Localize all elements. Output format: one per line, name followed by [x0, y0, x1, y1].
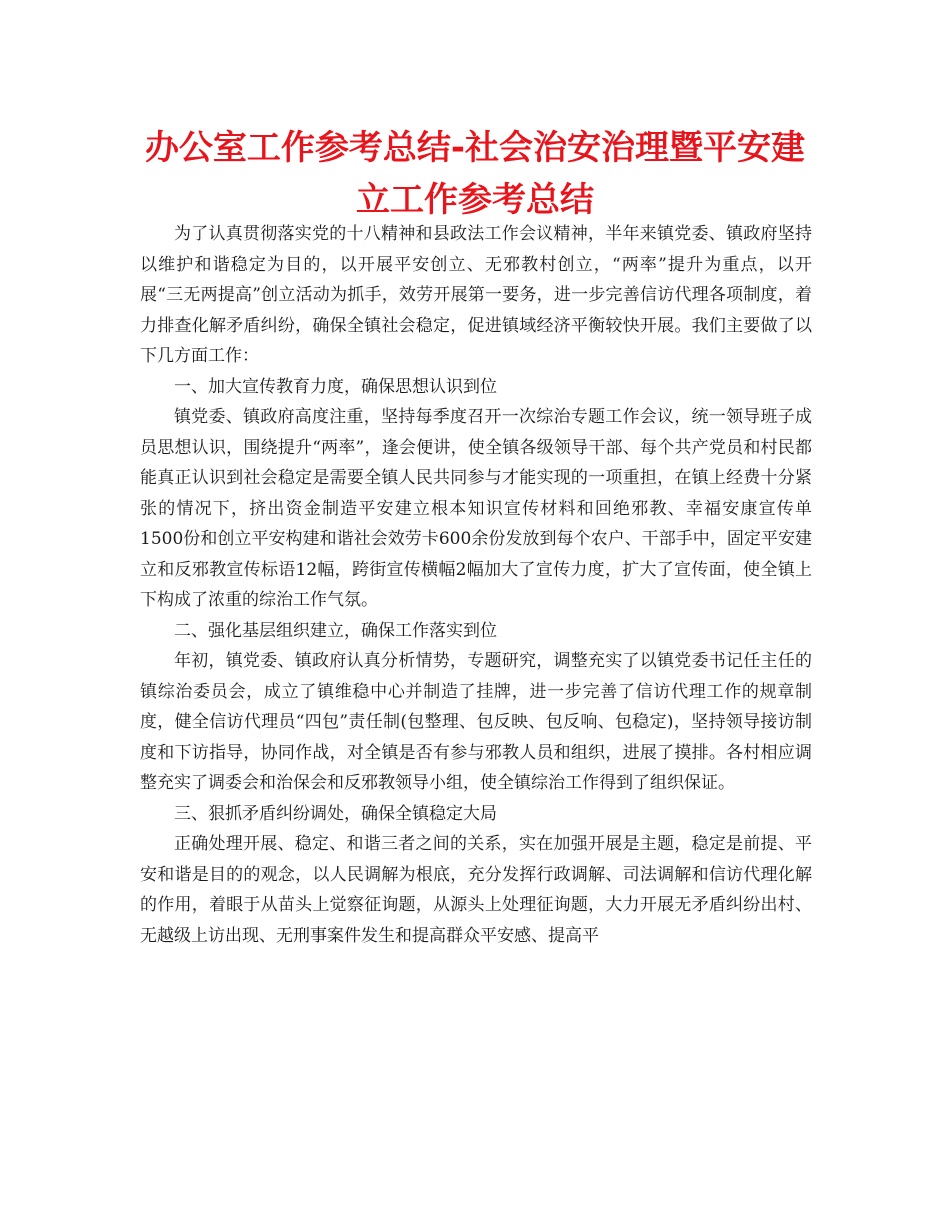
section-3-paragraph: 正确处理开展、稳定、和谐三者之间的关系，实在加强开展是主题，稳定是前提、平安和谐是目的的观念，以人民调解为根底，充分发挥行政调解、司法调解和信访代理化解的作用，着眼于从苗头上觉察征询题，从源头上处理征询题，大力开展无矛盾纠纷出村、无越级上访出现、无刑事案件发生和提高群众平安感、提高平 [140, 834, 812, 946]
section-heading-3: 三、狠抓矛盾纠纷调处，确保全镇稳定大局 [174, 803, 497, 824]
section-2-paragraph: 年初，镇党委、镇政府认真分析情势，专题研究，调整充实了以镇党委书记任主任的镇综治委员会，成立了镇维稳中心并制造了挂牌，进一步完善了信访代理工作的规章制度，健全信访代理员“四包”责任制(包整理、包反映、包反响、包稳定)，坚持领导接访制度和下访指导，协同作战，对全镇是否有参与邪教人员和组织，进展了摸排。各村相应调整充实了调委会和治保会和反邪教领导小组，使全镇综治工作得到了组织保证。 [140, 651, 812, 793]
intro-paragraph: 为了认真贯彻落实党的十八精神和县政法工作会议精神，半年来镇党委、镇政府坚持以维护和谐稳定为目的，以开展平安创立、无邪教村创立，“两率”提升为重点，以开展“三无两提高”创立活动为抓手，效劳开展第一要务，进一步完善信访代理各项制度，着力排查化解矛盾纠纷，确保全镇社会稳定，促进镇域经济平衡较快开展。我们主要做了以下几方面工作： [140, 224, 812, 366]
section-heading-1: 一、加大宣传教育力度，确保思想认识到位 [174, 376, 497, 397]
section-heading-2: 二、强化基层组织建立，确保工作落实到位 [174, 620, 497, 641]
document-body [140, 219, 812, 951]
document-title: 办公室工作参考总结-社会治安治理暨平安建立工作参考总结 [144, 128, 806, 220]
section-1-paragraph: 镇党委、镇政府高度注重，坚持每季度召开一次综治专题工作会议，统一领导班子成员思想认识，围绕提升“两率”，逢会便讲，使全镇各级领导干部、每个共产党员和村民都能真正认识到社会稳定是需要全镇人民共同参与才能实现的一项重担，在镇上经费十分紧张的情况下，挤出资金制造平安建立根本知识宣传材料和回绝邪教、幸福安康宣传单1500份和创立平安构建和谐社会效劳卡600余份发放到每个农户、干部手中，固定平安建立和反邪教宣传标语12幅，跨街宣传横幅2幅加大了宣传力度，扩大了宣传面，使全镇上下构成了浓重的综治工作气氛。 [140, 407, 812, 610]
